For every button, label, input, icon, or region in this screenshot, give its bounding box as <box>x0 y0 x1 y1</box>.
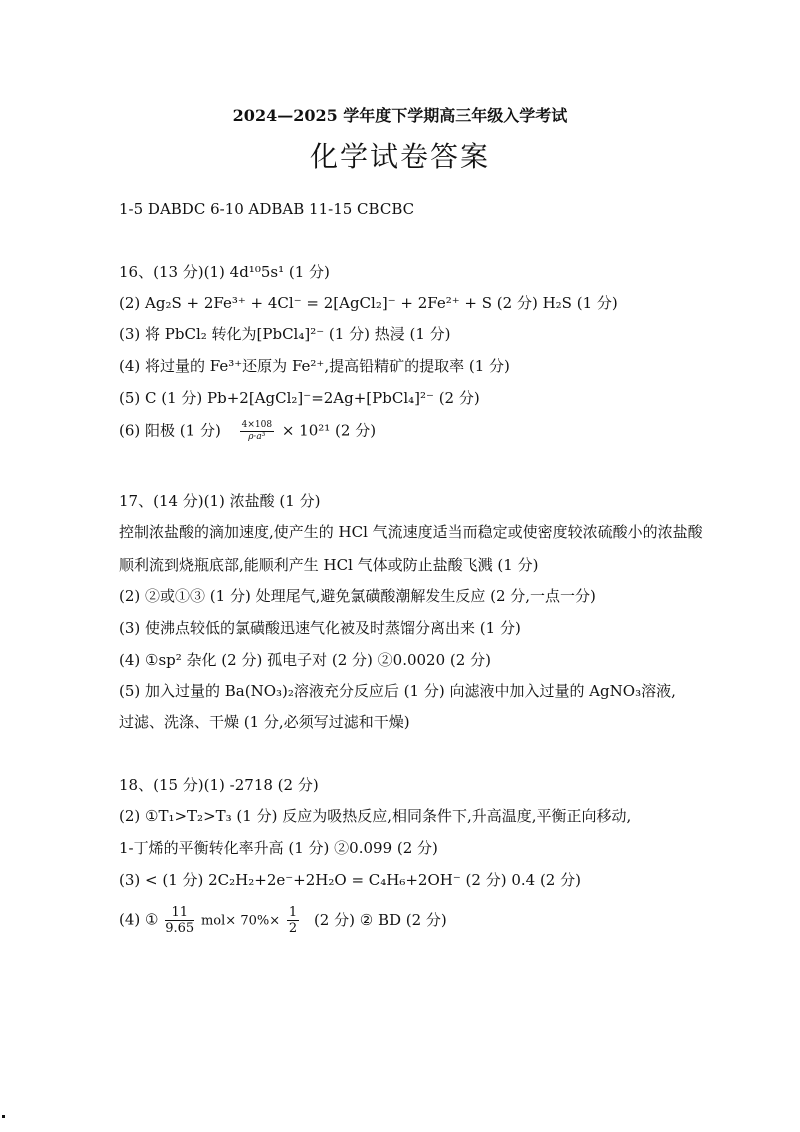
q18-part4-label: (4) ① <box>119 910 159 929</box>
fraction-numerator: 1 <box>288 905 298 920</box>
q18-heading: 18、(15 分)(1) -2718 (2 分) <box>119 776 319 794</box>
q16-part6-tail: × 10²¹ (2 分) <box>281 421 377 440</box>
q17-line2: 控制浓盐酸的滴加速度,使产生的 HCl 气流速度适当而稳定或使密度较浓硫酸小的浓盐酸 <box>119 523 703 541</box>
q16-part6-label: (6) 阳极 (1 分) <box>119 421 221 440</box>
q17-part3: (3) 使沸点较低的氯磺酸迅速气化被及时蒸馏分离出来 (1 分) <box>119 619 521 637</box>
q17-part2: (2) ②或①③ (1 分) 处理尾气,避免氯磺酸潮解发生反应 (2 分,一点一分) <box>119 587 596 605</box>
q16-part3: (3) 将 PbCl₂ 转化为[PbCl₄]²⁻ (1 分) 热浸 (1 分) <box>119 325 451 343</box>
page-title: 化学试卷答案 <box>309 140 490 173</box>
q17-part5: (5) 加入过量的 Ba(NO₃)₂溶液充分反应后 (1 分) 向滤液中加入过量的 AgNO₃溶液, <box>119 682 676 700</box>
q18-part4-middle: mol× 70%× <box>200 913 281 929</box>
q18-line3: 1-丁烯的平衡转化率升高 (1 分) ②0.099 (2 分) <box>119 839 438 857</box>
q18-fraction-half <box>287 905 299 936</box>
fraction-denominator: 2 <box>288 921 298 936</box>
q16-part4: (4) 将过量的 Fe³⁺还原为 Fe²⁺,提高铅精矿的提取率 (1 分) <box>119 357 510 375</box>
q18-fraction-charge <box>165 905 194 936</box>
fraction-numerator: 4×108 <box>241 420 273 430</box>
exam-subtitle: 2024—2025 学年度下学期高三年级入学考试 <box>232 106 568 125</box>
q17-line3: 顺利流到烧瓶底部,能顺利产生 HCl 气体或防止盐酸飞溅 (1 分) <box>119 556 539 574</box>
q18-part2: (2) ①T₁>T₂>T₃ (1 分) 反应为吸热反应,相同条件下,升高温度,平衡正向移动, <box>119 807 632 825</box>
fraction-denominator: ρ·a³ <box>248 432 266 442</box>
q17-heading: 17、(14 分)(1) 浓盐酸 (1 分) <box>119 492 321 510</box>
q18-part3: (3) < (1 分) 2C₂H₂+2e⁻+2H₂O = C₄H₆+2OH⁻ (2 分) 0.4 (2 分) <box>119 871 581 889</box>
multiple-choice-answers: 1-5 DABDC 6-10 ADBAB 11-15 CBCBC <box>119 200 415 218</box>
fraction-denominator: 9.65 <box>165 921 195 936</box>
fraction-numerator: 11 <box>165 905 194 921</box>
scan-mark <box>2 1115 5 1118</box>
q17-line8: 过滤、洗涤、干燥 (1 分,必须写过滤和干燥) <box>119 713 410 731</box>
q18-part4 <box>119 905 447 936</box>
q16-heading: 16、(13 分)(1) 4d¹⁰5s¹ (1 分) <box>119 263 330 281</box>
q16-part5: (5) C (1 分) Pb+2[AgCl₂]⁻=2Ag+[PbCl₄]²⁻ (2 分) <box>119 389 480 407</box>
q16-part6 <box>119 420 376 443</box>
q17-part4: (4) ①sp² 杂化 (2 分) 孤电子对 (2 分) ②0.0020 (2 分) <box>119 651 491 669</box>
q18-part4-tail: (2 分) ② BD (2 分) <box>313 910 447 929</box>
q16-part2: (2) Ag₂S + 2Fe³⁺ + 4Cl⁻ = 2[AgCl₂]⁻ + 2Fe²⁺ + S (2 分) H₂S (1 分) <box>119 294 618 312</box>
q16-density-fraction <box>240 420 274 443</box>
